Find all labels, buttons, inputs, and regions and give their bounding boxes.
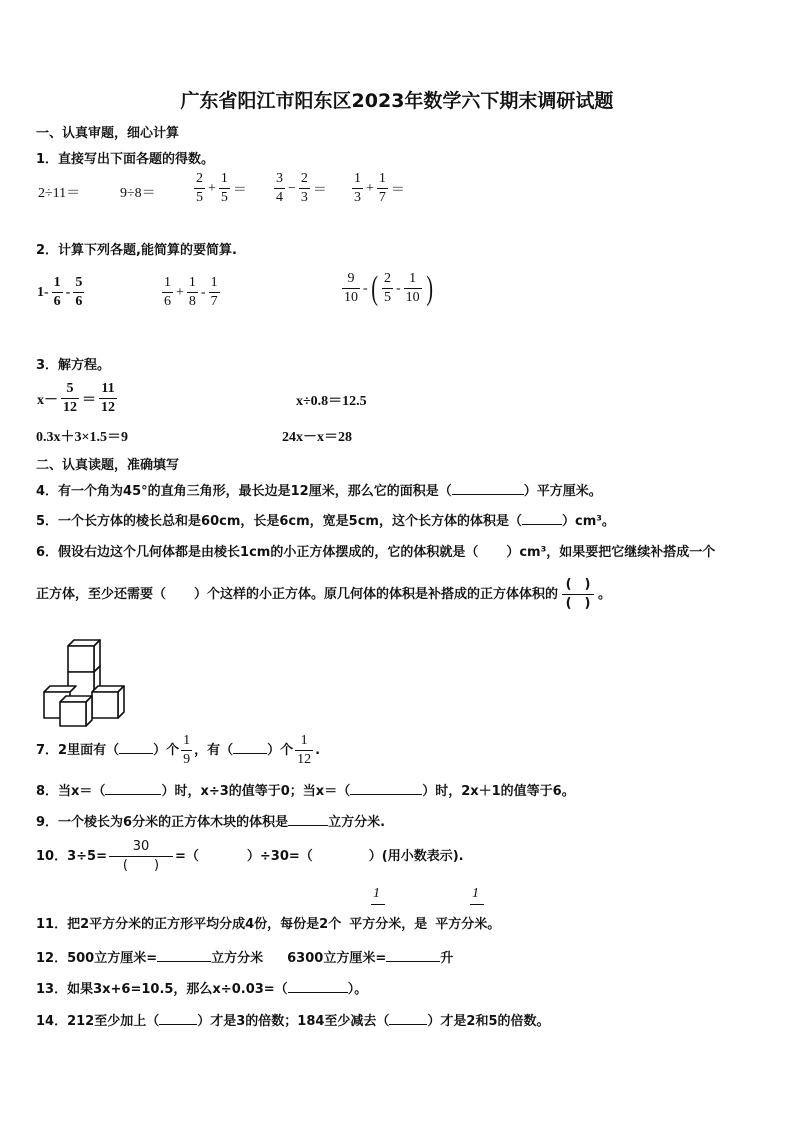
q2-expr-1: 1- $\frac{1}{6}$ - $\frac{5}{6}$ [37,275,83,309]
cube-front-face [68,646,94,672]
section-heading: 二、认真读题，准确填写 [36,458,180,473]
q3-equation-4: 24x－x＝28 [282,430,352,445]
question-4: 4．有一个角为45°的直角三角形，最长边是12厘米，那么它的面积是（ ）平方厘米。 [36,484,602,499]
q2-expr-3: $\frac{9}{10}$ -( $\frac{2}{5}$ - $\frac{1}{10}$ ) [344,269,433,307]
question-13: 13．如果3x+6=10.5，那么x÷0.03=（ ）。 [36,982,368,997]
question-12: 12．500立方厘米= 立方分米 6300立方厘米= 升 [36,951,454,966]
q1-item-1: 2÷11＝ [38,186,81,201]
q1-item-2: 9÷8＝ [120,186,156,201]
question-9: 9．一个棱长为6分米的正方体木块的体积是 立方分米. [36,815,386,830]
q1-item-3: $\frac{2}{5}$ + $\frac{1}{5}$ ＝ [196,171,247,205]
q3-equation-1: x－ $\frac{5}{12}$ ＝ $\frac{11}{12}$ [37,381,115,415]
q11-fraction-bar [371,904,385,905]
question-5: 5．一个长方体的棱长总和是60cm，长是6cm，宽是5cm，这个长方体的体积是（ ）cm³。 [36,514,615,529]
cube-top-face [44,686,76,692]
question-6-line-1: 6．假设右边这个几何体都是由棱长1cm的小正方体摆成的，它的体积就是（ ）cm³，如果要把它继续补搭成一个 [36,545,716,560]
question-6-line-2: 正方体，至少还需要（ ）个这样的小正方体。原几何体的体积是补搭成的正方体体积的 $\frac{( )}{( )}$ 。 [36,577,612,611]
q3-equation-2: x÷0.8＝12.5 [296,394,367,409]
cube-front-face [68,672,94,698]
q1-item-5: $\frac{1}{3}$ + $\frac{1}{7}$ ＝ [354,171,405,205]
question-1-label: 1．直接写出下面各题的得数。 [36,152,215,167]
question-14: 14．212至少加上（ ）才是3的倍数；184至少减去（ ）才是2和5的倍数。 [36,1014,550,1029]
question-8: 8．当x＝（ ）时，x÷3的值等于0；当x＝（ ）时，2x＋1的值等于6。 [36,784,575,799]
q11-numerator-2: 1 [472,886,479,901]
page-title: 广东省阳江市阳东区2023年数学六下期末调研试题 [180,90,614,112]
q11-numerator-1: 1 [373,886,380,901]
cube-front-face [92,692,118,718]
question-10: 10．3÷5= $\frac{30}{( )}$ =（ ）÷30=（ ）(用小数表示). [36,839,464,873]
question-2-label: 2．计算下列各题,能简算的要简算. [36,243,237,258]
q11-fraction-bar [470,904,484,905]
question-3-label: 3．解方程。 [36,358,111,373]
cube-figure [36,636,136,728]
cube-side-face [86,696,92,726]
q2-expr-2: $\frac{1}{6}$ + $\frac{1}{8}$ - $\frac{1}{7}$ [164,275,218,309]
cube-front-face [60,702,86,726]
q1-item-4: $\frac{3}{4}$ − $\frac{2}{3}$ ＝ [276,171,327,205]
q3-equation-3: 0.3x＋3×1.5＝9 [36,430,128,445]
cube-side-face [118,686,124,718]
section-heading: 一、认真审题，细心计算 [36,126,180,141]
question-7: 7．2里面有（ ）个 $\frac{1}{9}$ ，有（ ）个 $\frac{1}{12}$ . [36,733,321,767]
question-11: 11．把2平方分米的正方形平均分成4份，每份是2个 平方分米，是 平方分米。 [36,917,501,932]
